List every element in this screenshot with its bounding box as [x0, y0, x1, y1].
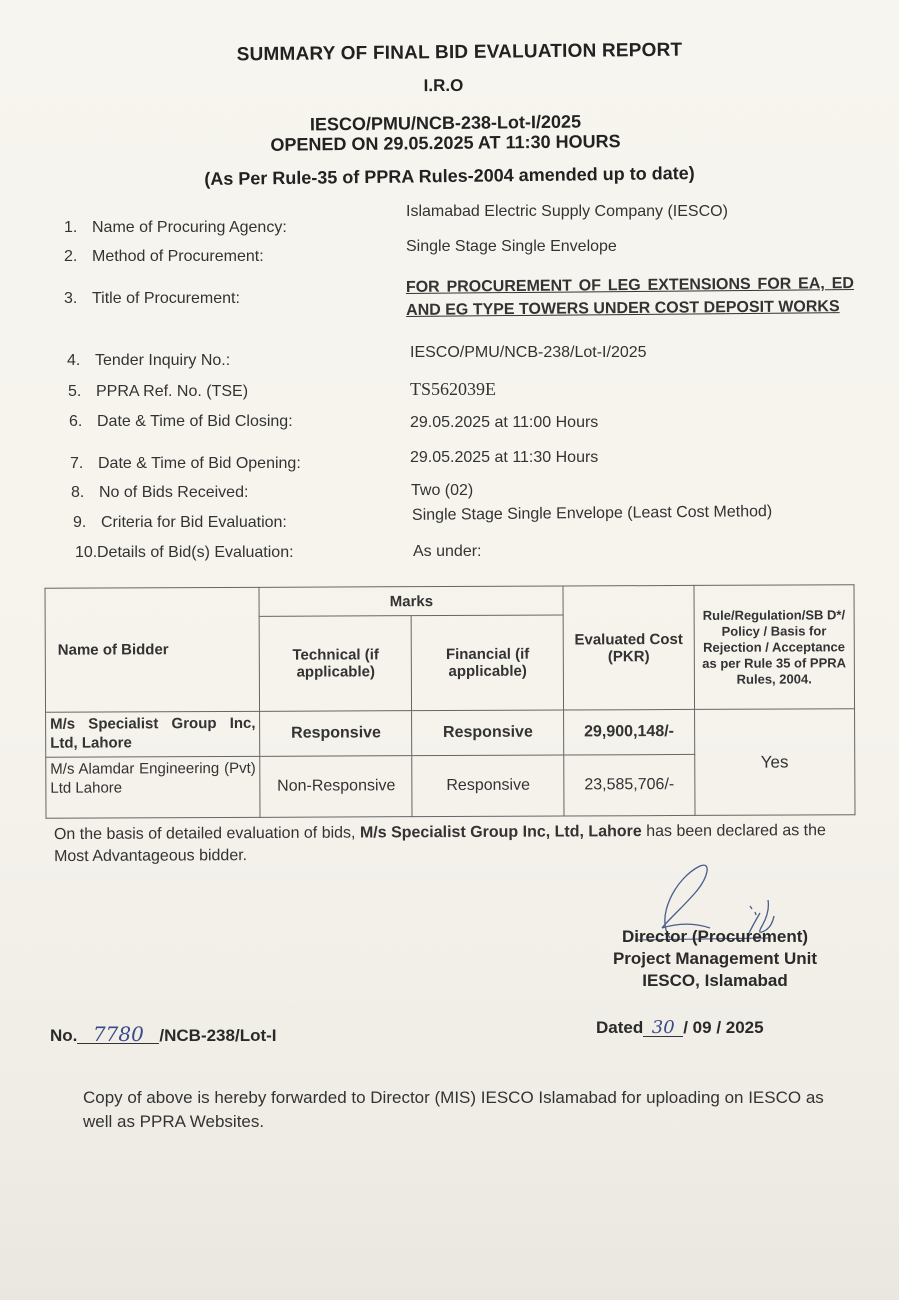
detail-label-7: 7. Date & Time of Bid Opening: [70, 455, 301, 472]
detail-label-3: 3. Title of Procurement: [64, 290, 240, 307]
detail-label-2: 2. Method of Procurement: [64, 248, 264, 265]
detail-value-10: As under: [413, 543, 482, 560]
winning-bidder: M/s Specialist Group Inc, Ltd, Lahore [359, 823, 642, 842]
detail-label-1: 1. Name of Procuring Agency: [64, 219, 287, 236]
detail-label-6: 6. Date & Time of Bid Closing: [69, 413, 293, 430]
detail-value-6: 29.05.2025 at 11:00 Hours [410, 414, 599, 431]
signatory-block [585, 926, 845, 992]
bid-evaluation-table [44, 584, 855, 819]
detail-value-5: TS562039E [410, 379, 497, 399]
detail-label-4: 4. Tender Inquiry No.: [67, 352, 231, 369]
report-opened: OPENED ON 29.05.2025 AT 11:30 HOURS [270, 131, 621, 155]
header-evaluated-cost: Evaluated Cost (PKR) [563, 585, 694, 710]
detail-value-2: Single Stage Single Envelope [406, 238, 617, 255]
header-name-of-bidder: Name of Bidder [45, 587, 260, 712]
report-title: SUMMARY OF FINAL BID EVALUATION REPORT [236, 39, 683, 66]
handwritten-day: 30 [643, 1020, 683, 1037]
financial-status: Responsive [412, 710, 564, 756]
detail-value-1: Islamabad Electric Supply Company (IESCO) [406, 203, 728, 220]
report-iro: I.R.O [423, 75, 464, 96]
header-financial: Financial (if applicable) [411, 615, 563, 711]
report-reference: IESCO/PMU/NCB-238-Lot-I/2025 [309, 111, 582, 135]
evaluated-cost: 23,585,706/- [564, 754, 695, 816]
detail-label-9: 9. Criteria for Bid Evaluation: [73, 514, 287, 531]
procurement-title: FOR PROCUREMENT OF LEG EXTENSIONS FOR EA, ED AND EG TYPE TOWERS UNDER COST DEPOSIT WORKS [405, 275, 854, 319]
dated-line: Dated 30 / 09 / 2025 [596, 1017, 764, 1038]
evaluated-cost: 29,900,148/- [564, 709, 695, 755]
detail-value-9: Single Stage Single Envelope (Least Cost Method) [411, 503, 773, 524]
detail-value-4: IESCO/PMU/NCB-238/Lot-I/2025 [410, 344, 647, 361]
signatory-title: Director (Procurement) [621, 927, 809, 946]
detail-label-5: 5. PPRA Ref. No. (TSE) [68, 383, 249, 400]
bidder-name: M/s Alamdar Engineering (Pvt) Ltd Lahore [46, 756, 261, 818]
conclusion-paragraph: On the basis of detailed evaluation of bids, M/s Specialist Group Inc, Ltd, Lahore has been declared as the Most Advantageous bidder. [53, 822, 826, 866]
detail-label-10: 10.Details of Bid(s) Evaluation: [75, 544, 294, 561]
detail-label-8: 8. No of Bids Received: [71, 484, 249, 501]
copy-forward-note: Copy of above is hereby forwarded to Director (MIS) IESCO Islamabad for uploading on IESCO as well as PPRA Websites. [83, 1088, 824, 1131]
reference-number: No. 7780 /NCB-238/Lot-I [50, 1022, 277, 1046]
report-rule-note: (As Per Rule-35 of PPRA Rules-2004 amended up to date) [204, 163, 695, 189]
technical-status: Non-Responsive [260, 756, 412, 818]
bidder-name: M/s Specialist Group Inc, Ltd, Lahore [46, 711, 261, 757]
financial-status: Responsive [412, 755, 564, 817]
header-technical: Technical (if applicable) [260, 616, 412, 712]
handwritten-ref-number: 7780 [77, 1025, 159, 1044]
rule-basis-value: Yes [694, 709, 855, 816]
header-rule-basis: Rule/Regulation/SB D*/ Policy / Basis for Rejection / Acceptance as per Rule 35 of PPRA Rules, 2004. [694, 585, 855, 710]
detail-value-7: 29.05.2025 at 11:30 Hours [410, 449, 599, 466]
table-row [46, 709, 855, 758]
signatory-unit: Project Management Unit [612, 949, 818, 968]
signatory-location: IESCO, Islamabad [642, 971, 788, 990]
technical-status: Responsive [260, 711, 412, 757]
header-marks: Marks [259, 586, 563, 616]
detail-value-8: Two (02) [411, 482, 474, 499]
table-header-row [45, 585, 854, 618]
